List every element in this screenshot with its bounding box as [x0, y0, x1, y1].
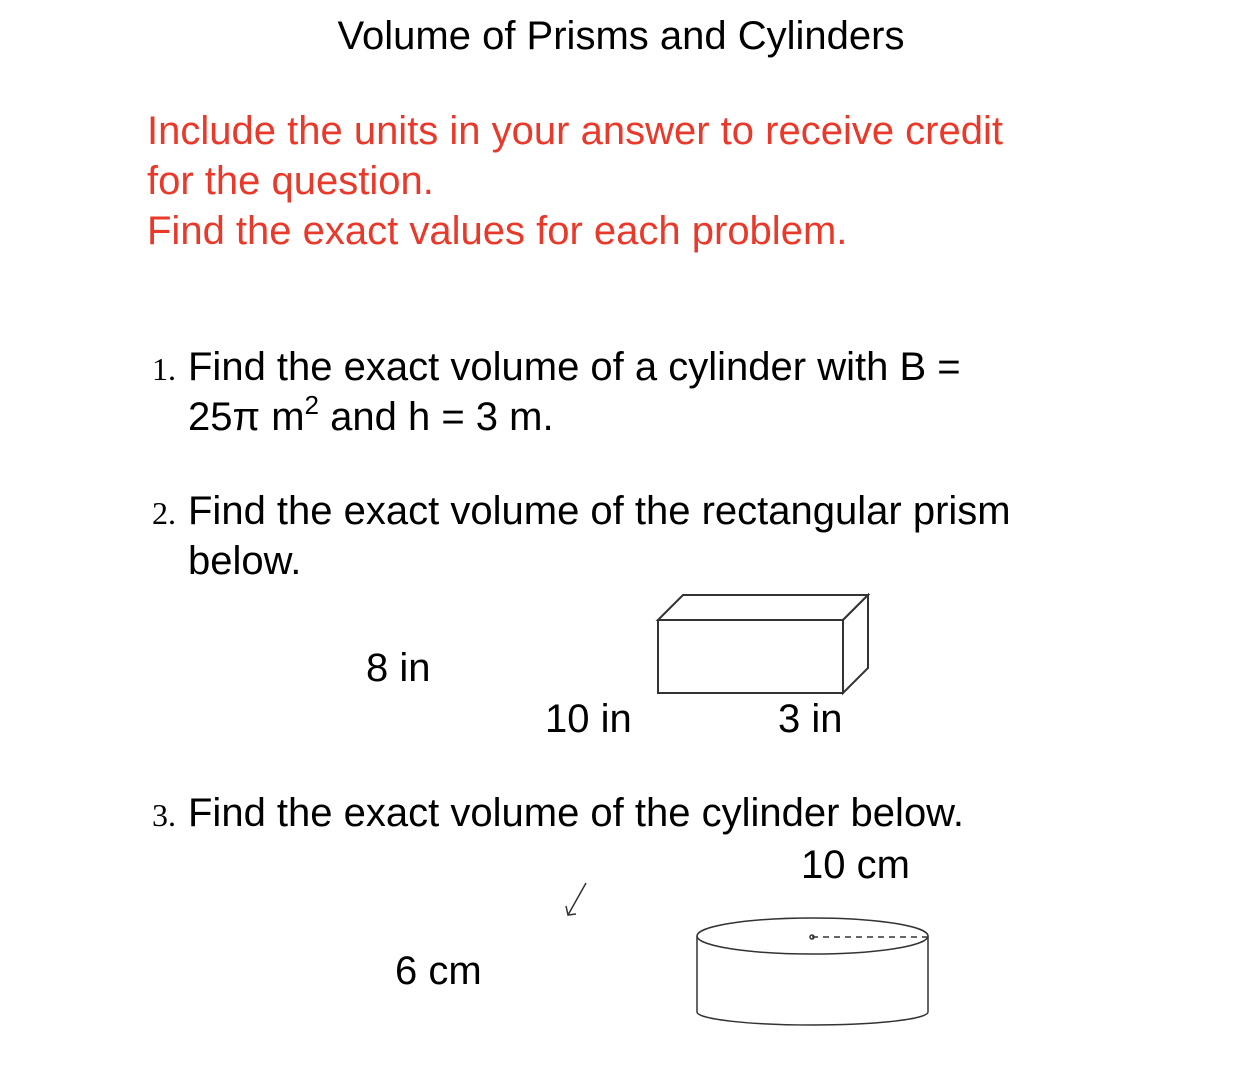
- cylinder-bottom-arc: [697, 1012, 928, 1025]
- question-2-number: 2.: [152, 495, 176, 531]
- pointer-arrow-icon: [566, 883, 586, 915]
- question-1-line-1: Find the exact volume of a cylinder with B =: [188, 345, 961, 389]
- question-1-number: 1.: [152, 351, 176, 387]
- page-title: Volume of Prisms and Cylinders: [337, 14, 905, 58]
- prism-length-label: 10 in: [545, 697, 632, 741]
- question-2-line-2: below.: [188, 539, 302, 583]
- instruction-line-exact: Find the exact values for each problem.: [147, 209, 848, 253]
- cylinder-radius-label: 10 cm: [801, 843, 910, 887]
- prism-width-label: 3 in: [778, 697, 843, 741]
- question-3-number: 3.: [152, 797, 176, 833]
- question-1-exponent: 2: [304, 389, 319, 420]
- instruction-line-units: Include the units in your answer to receive credit: [147, 109, 1003, 153]
- prism-height-label: 8 in: [366, 646, 431, 690]
- cylinder-height-label: 6 cm: [395, 949, 482, 993]
- question-3-line-1: Find the exact volume of the cylinder below.: [188, 791, 964, 835]
- instruction-line-credit: for the question.: [147, 159, 434, 203]
- question-1-height: and h = 3 m.: [319, 395, 554, 439]
- question-2-line-1: Find the exact volume of the rectangular prism: [188, 489, 1011, 533]
- question-1-base-area: 25π m: [188, 395, 305, 439]
- cylinder-top-ellipse: [697, 918, 928, 954]
